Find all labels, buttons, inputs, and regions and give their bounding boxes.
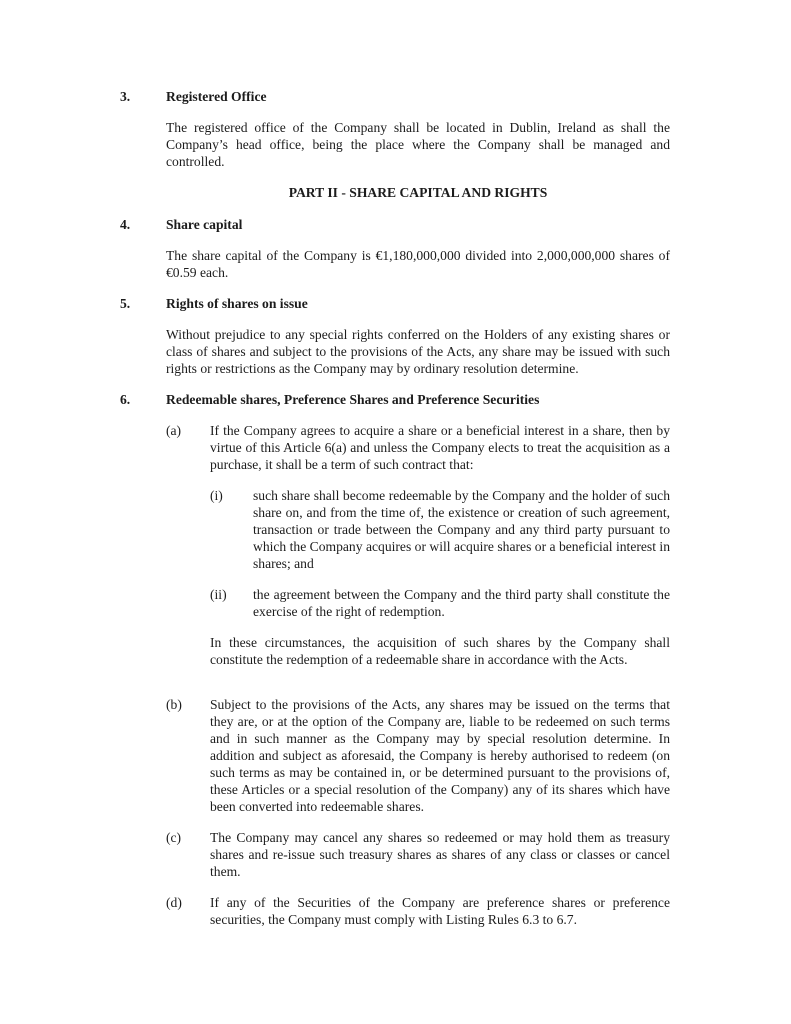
item-a-text: If the Company agrees to acquire a share or a beneficial interest in a share, then by virtue of this Article 6(a) and unless the Company elects to treat the acquisition as a purchase, it shall be a term of such contract that: bbox=[210, 423, 670, 472]
section-5-paragraph: Without prejudice to any special rights conferred on the Holders of any existing shares or class of shares and subject to the provisions of the Acts, any share may be issued with such rights or restrictions as the Company may by ordinary resolution determine. bbox=[166, 327, 670, 376]
item-a-closing-paragraph: In these circumstances, the acquisition of such shares by the Company shall constitute the redemption of a redeemable share in accordance with the Acts. bbox=[210, 635, 670, 667]
section-5-heading: Rights of shares on issue bbox=[166, 296, 308, 311]
section-4-paragraph: The share capital of the Company is €1,180,000,000 divided into 2,000,000,000 shares of €0.59 each. bbox=[166, 248, 670, 280]
section-6 bbox=[120, 391, 670, 942]
item-b bbox=[166, 696, 670, 815]
item-a-ii-label: (ii) bbox=[210, 587, 227, 602]
section-4 bbox=[120, 216, 670, 295]
part-title: PART II - SHARE CAPITAL AND RIGHTS bbox=[288, 185, 548, 200]
item-a bbox=[166, 422, 670, 682]
item-b-text: Subject to the provisions of the Acts, any shares may be issued on the terms that they are, or at the option of the Company are, liable to be redeemed on such terms and in such manner as the Company may by special resolution determine. In addition and subject as aforesaid, the Company is hereby authorised to redeem (on such terms as may be contained in, or be determined pursuant to the provisions of, these Articles or a special resolution of the Company) any of its shares which have been converted into redeemable shares. bbox=[210, 697, 670, 814]
section-3 bbox=[120, 88, 670, 216]
item-a-i-label: (i) bbox=[210, 488, 223, 503]
item-a-body bbox=[210, 422, 670, 682]
section-5 bbox=[120, 295, 670, 391]
section-3-paragraph: The registered office of the Company shall be located in Dublin, Ireland as shall the Company’s head office, being the place where the Company shall be managed and controlled. bbox=[166, 120, 670, 169]
item-a-ii bbox=[210, 586, 670, 620]
item-c bbox=[166, 829, 670, 880]
item-a-i bbox=[210, 487, 670, 572]
section-6-number: 6. bbox=[120, 392, 131, 407]
item-a-label: (a) bbox=[166, 423, 182, 438]
item-d bbox=[166, 894, 670, 928]
item-d-label: (d) bbox=[166, 895, 182, 910]
section-5-number: 5. bbox=[120, 296, 131, 311]
section-3-heading: Registered Office bbox=[166, 89, 267, 104]
section-4-heading: Share capital bbox=[166, 217, 243, 232]
item-c-text: The Company may cancel any shares so redeemed or may hold them as treasury shares and re-issue such treasury shares as shares of any class or classes or cancel them. bbox=[210, 830, 670, 879]
section-4-number: 4. bbox=[120, 217, 131, 232]
item-c-label: (c) bbox=[166, 830, 182, 845]
section-6-heading: Redeemable shares, Preference Shares and Preference Securities bbox=[166, 392, 540, 407]
section-3-number: 3. bbox=[120, 89, 131, 104]
item-b-label: (b) bbox=[166, 697, 182, 712]
item-a-i-text: such share shall become redeemable by the Company and the holder of such share on, and from the time of, the existence or creation of such agreement, transaction or trade between the Company and any third party pursuant to which the Company acquires or will acquire shares or a beneficial interest in shares; and bbox=[253, 488, 670, 571]
item-a-ii-text: the agreement between the Company and the third party shall constitute the exercise of the right of redemption. bbox=[253, 587, 670, 619]
item-d-text: If any of the Securities of the Company are preference shares or preference securities, the Company must comply with Listing Rules 6.3 to 6.7. bbox=[210, 895, 670, 927]
